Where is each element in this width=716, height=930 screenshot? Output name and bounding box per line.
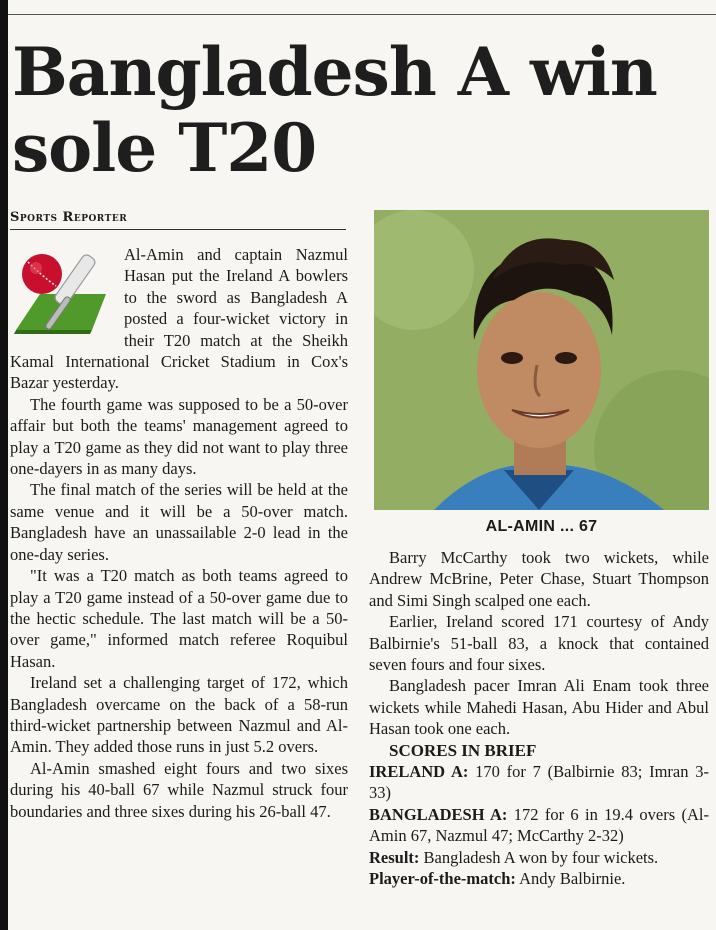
paragraph: Al-Amin and captain Nazmul Hasan put the Ireland A bowlers to the sword as Bangladesh A posted a four-wicket victory in their T20 match at the Sheikh Kamal International Cricket Stadium in Cox's Bazar yesterday. (10, 245, 348, 393)
score-bangladesh (369, 804, 709, 847)
score-result (369, 847, 709, 868)
headline: Bangladesh A win sole T20 (12, 33, 657, 187)
paragraph: The final match of the series will be held at the same venue and it will be a 50-over match. Bangladesh have an unassailable 2-0 lead in the one-day series. (10, 480, 348, 564)
paragraph: Barry McCarthy took two wickets, while Andrew McBrine, Peter Chase, Stuart Thompson and Simi Singh scalped one each. (369, 548, 709, 610)
paragraph: Earlier, Ireland scored 171 courtesy of Andy Balbirnie's 51-ball 83, a knock that contained seven fours and four sixes. (369, 612, 709, 675)
score-label: IRELAND A: (369, 762, 469, 782)
score-text: 172 for 6 in 19.4 overs (Al-Amin 67, Nazmul 47; McCarthy 2-32) (369, 804, 709, 846)
paragraph: Ireland set a challenging target of 172, which Bangladesh overcame on the back of a 58-run third-wicket partnership between Nazmul and Al-Amin. They added those runs in just 5.2 overs. (10, 673, 348, 757)
score-text: 170 for 7 (Balbirnie 83; Imran 3-33) (369, 762, 709, 803)
score-label: BANGLADESH A: (369, 804, 508, 824)
byline: Sports Reporter (10, 210, 346, 230)
score-ireland (369, 761, 709, 804)
page-edge-bar (0, 0, 8, 930)
score-potm (369, 868, 709, 889)
player-photo (374, 210, 709, 510)
paragraph: Al-Amin smashed eight fours and two sixes during his 40-ball 67 while Nazmul struck four boundaries and three sixes during his 26-ball 47. (10, 758, 348, 821)
paragraph: Bangladesh pacer Imran Ali Enam took three wickets while Mahedi Hasan, Abu Hider and Abul Hasan took one each. (369, 676, 709, 739)
score-label: Result: (369, 847, 420, 867)
paragraph: "It was a T20 match as both teams agreed to play a T20 game instead of a 50-over game due to the hectic schedule. The last match will be a 50-over game," informed match referee Roquibul Hasan. (10, 566, 348, 671)
scores-heading: SCORES IN BRIEF (389, 740, 537, 760)
top-rule (8, 14, 716, 15)
score-label: Player-of-the-match: (369, 869, 516, 889)
score-text: Andy Balbirnie. (515, 869, 626, 889)
score-text: Bangladesh A won by four wickets. (419, 847, 659, 867)
article-column-1 (10, 244, 348, 822)
article-column-2 (369, 547, 709, 890)
cricket-ball-and-bat-icon (10, 246, 112, 346)
paragraph: The fourth game was supposed to be a 50-over affair but both the teams' management agreed to play a T20 game as they did not want to play three one-dayers in as many days. (10, 394, 348, 479)
photo-caption: AL-AMIN ... 67 (485, 518, 598, 535)
